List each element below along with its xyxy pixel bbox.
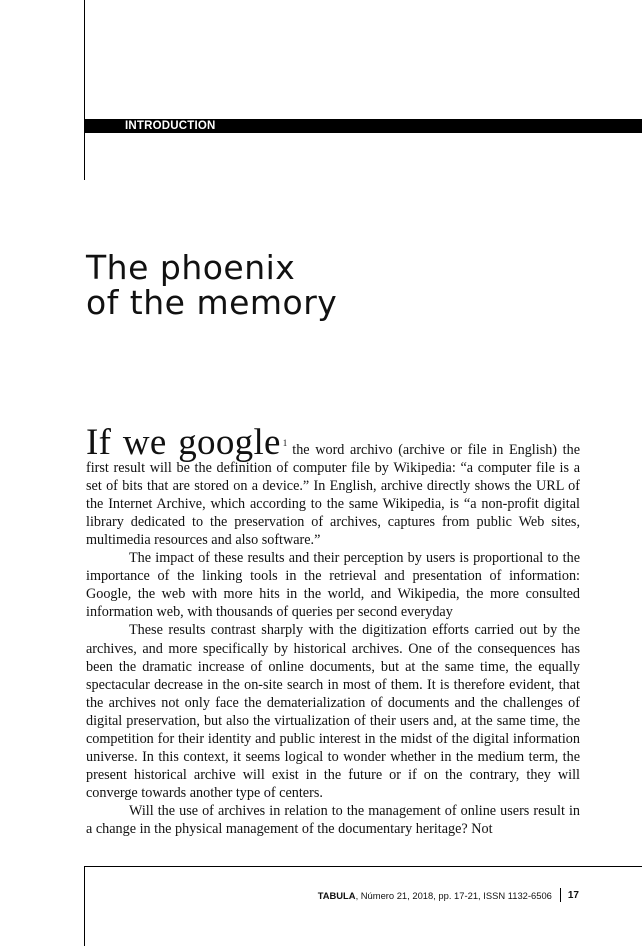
paragraph-4: Will the use of archives in relation to the management of online users result in a change in the physical management of the documentary heritage? Not	[86, 802, 580, 837]
section-header-bar	[84, 119, 642, 133]
page-number: 17	[567, 889, 579, 901]
title-line-1: The phoenix	[86, 248, 296, 287]
section-label: INTRODUCTION	[125, 120, 216, 132]
paragraph-2: The impact of these results and their perception by users is proportional to the importance of the linking tools in the retrieval and presentation of information: Google, the web with more hits in the world, and Wikipedia, the more consulted information web, with thousands of queries per second everyday	[86, 550, 580, 621]
footer-separator	[560, 888, 561, 902]
paragraph-1	[86, 422, 580, 549]
footnote-reference[interactable]: 1	[282, 438, 288, 448]
article-body	[86, 422, 580, 838]
margin-rule-top	[84, 0, 85, 180]
paragraph-1-text: the word archivo (archive or file in English) the first result will be the definition of computer file by Wikipedia: “a computer file is a set of bits that are stored on a device.” In English, archive directly shows the URL of the Internet Archive, which according to the same Wikipedia, is “a non-profit digital library dedicated to the preservation of archives, captures from public Web sites, multimedia resources and also software.”	[86, 442, 580, 549]
title-line-2: of the memory	[86, 283, 338, 322]
opening-words: If we google	[86, 422, 281, 463]
article-title	[86, 250, 337, 320]
journal-citation: , Número 21, 2018, pp. 17-21, ISSN 1132-6506	[355, 889, 552, 901]
journal-name: TABULA	[317, 889, 356, 901]
footer-rule	[84, 866, 642, 867]
margin-rule-bottom	[84, 866, 85, 946]
page-footer	[318, 888, 579, 902]
paragraph-3: These results contrast sharply with the digitization efforts carried out by the archives, and more specifically by historical archives. One of the consequences has been the dramatic increase of online documents, but at the same time, the equally spectacular decrease in the on-site search in most of them. It is therefore evident, that the archives not only face the dematerialization of documents and the challenges of digital preservation, but also the virtualization of their users and, at the same time, the competition for their identity and public interest in the midst of the digital information universe. In this context, it seems logical to wonder whether in the medium term, the present historical archive will exist in the future or if on the contrary, they will converge towards another type of centers.	[86, 622, 580, 801]
